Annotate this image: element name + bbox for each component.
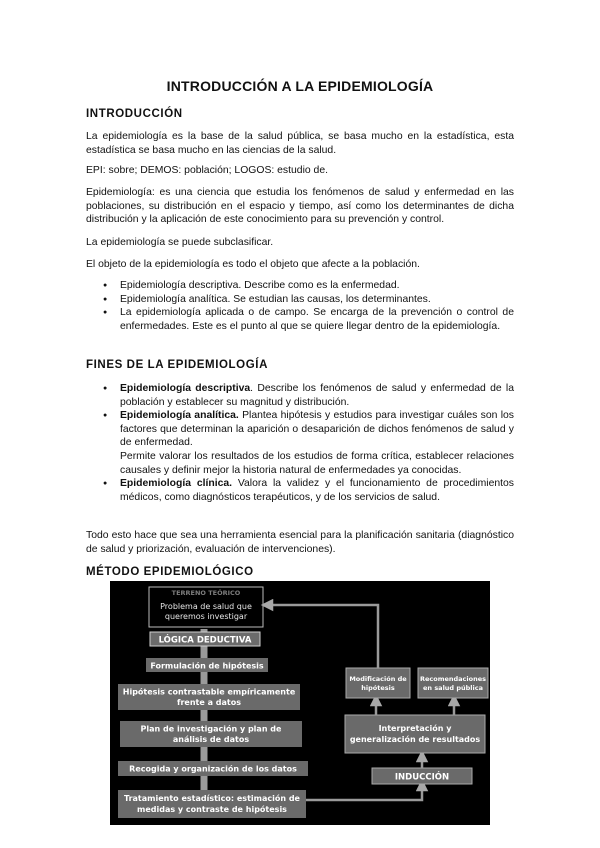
list-item [86,409,514,477]
intro-paragraph-5: El objeto de la epidemiología es todo el objeto que afecte a la población. [86,259,420,270]
intro-paragraph-1: La epidemiología es la base de la salud pública, se basa mucho en la estadística, esta estadística se basa mucho en las ciencias de la salud. [86,131,514,156]
intro-paragraph-4: La epidemiología se puede subclasificar. [86,237,274,248]
bullet-term: Epidemiología analítica. [120,410,239,422]
bullet-text: Plantea hipótesis y estudios para investigar cuáles son los factores que determinan la aparición o desaparición de dichos fenómenos de salud y de enfermedad. [120,410,515,449]
intro-paragraph-2: EPI: sobre; DEMOS: población; LOGOS: estudio de. [86,165,328,176]
bullet-text: Valora la validez y el funcionamiento de procedimientos médicos, como diagnósticos terapéuticos, y de los servicios de salud. [120,478,514,503]
induccion-label: INDUCCIÓN [394,772,450,783]
plan-line-2: análisis de datos [172,735,250,744]
list-item [86,477,514,504]
bullet-text: . Describe los fenómenos de salud y enfermedad de la población y establecer su magnitud y distribución. [120,383,514,408]
recomendaciones-box [418,668,488,698]
tratamiento-line-1: Tratamiento estadístico: estimación de [124,794,300,803]
bullet-continuation: Permite valorar los resultados de los estudios de forma crítica, establecer relaciones causales y definir mejor la historia natural de enfermedades ya conocidas. [120,450,514,476]
intro-paragraph-3: Epidemiología: es una ciencia que estudia los fenómenos de salud y enfermedad en las poblaciones, su distribución en el espacio y tiempo, así como los determinantes de dicha distribución y la aplicación de este conocimiento para su prevención y control. [86,187,514,226]
interpretacion-line-2: generalización de resultados [349,735,481,744]
intro-bullet-list [86,279,514,333]
recomendaciones-line-1: Recomendaciones [419,675,487,683]
plan-line-1: Plan de investigación y plan de [140,724,282,734]
interpretacion-line-1: Interpretación y [378,724,452,733]
list-item: ● Epidemiología descriptiva. Describe como es la enfermedad. [86,279,514,293]
list-item: ● Epidemiología analítica. Se estudian las causas, los determinantes. [86,293,514,307]
hipotesis-line-1: Hipótesis contrastable empíricamente [122,687,296,697]
formulacion-label: Formulación de hipótesis [150,661,264,671]
terreno-label: TERRENO TEÓRICO [171,589,241,597]
list-item [86,382,514,409]
document-title: INTRODUCCIÓN A LA EPIDEMIOLOGÍA [166,78,434,94]
fines-bullet-list [86,382,514,504]
modificacion-box [346,668,410,698]
problema-line-2: queremos investigar [164,612,248,621]
bullet-term: Epidemiología descriptiva [120,383,251,394]
tratamiento-line-2: medidas y contraste de hipótesis [137,805,287,814]
fines-closing-paragraph: Todo esto hace que sea una herramienta esencial para la planificación sanitaria (diagnóstico de salud y priorización, evaluación de intervenciones). [86,530,514,555]
logica-deductiva-label: LÓGICA DEDUCTIVA [158,635,252,646]
bullet-term: Epidemiología clínica. [120,478,233,490]
recogida-label: Recogida y organización de los datos [129,764,297,774]
modificacion-line-2: hipótesis [361,684,395,692]
hipotesis-line-2: frente a datos [177,698,241,707]
problema-line-1: Problema de salud que [160,602,252,611]
list-item: ● La epidemiología aplicada o de campo. Se encarga de la prevención o control de enfermedades. Este es el punto al que se quiere llegar dentro de la epidemiología. [86,306,514,333]
method-flow-diagram [110,581,490,825]
recomendaciones-line-2: en salud pública [423,684,483,692]
modificacion-line-1: Modificación de [349,675,407,683]
interpretacion-box [345,715,485,753]
section-heading-introduccion: INTRODUCCIÓN [86,108,183,120]
section-heading-fines: FINES DE LA EPIDEMIOLOGÍA [86,359,268,371]
section-heading-metodo: MÉTODO EPIDEMIOLÓGICO [86,566,254,578]
